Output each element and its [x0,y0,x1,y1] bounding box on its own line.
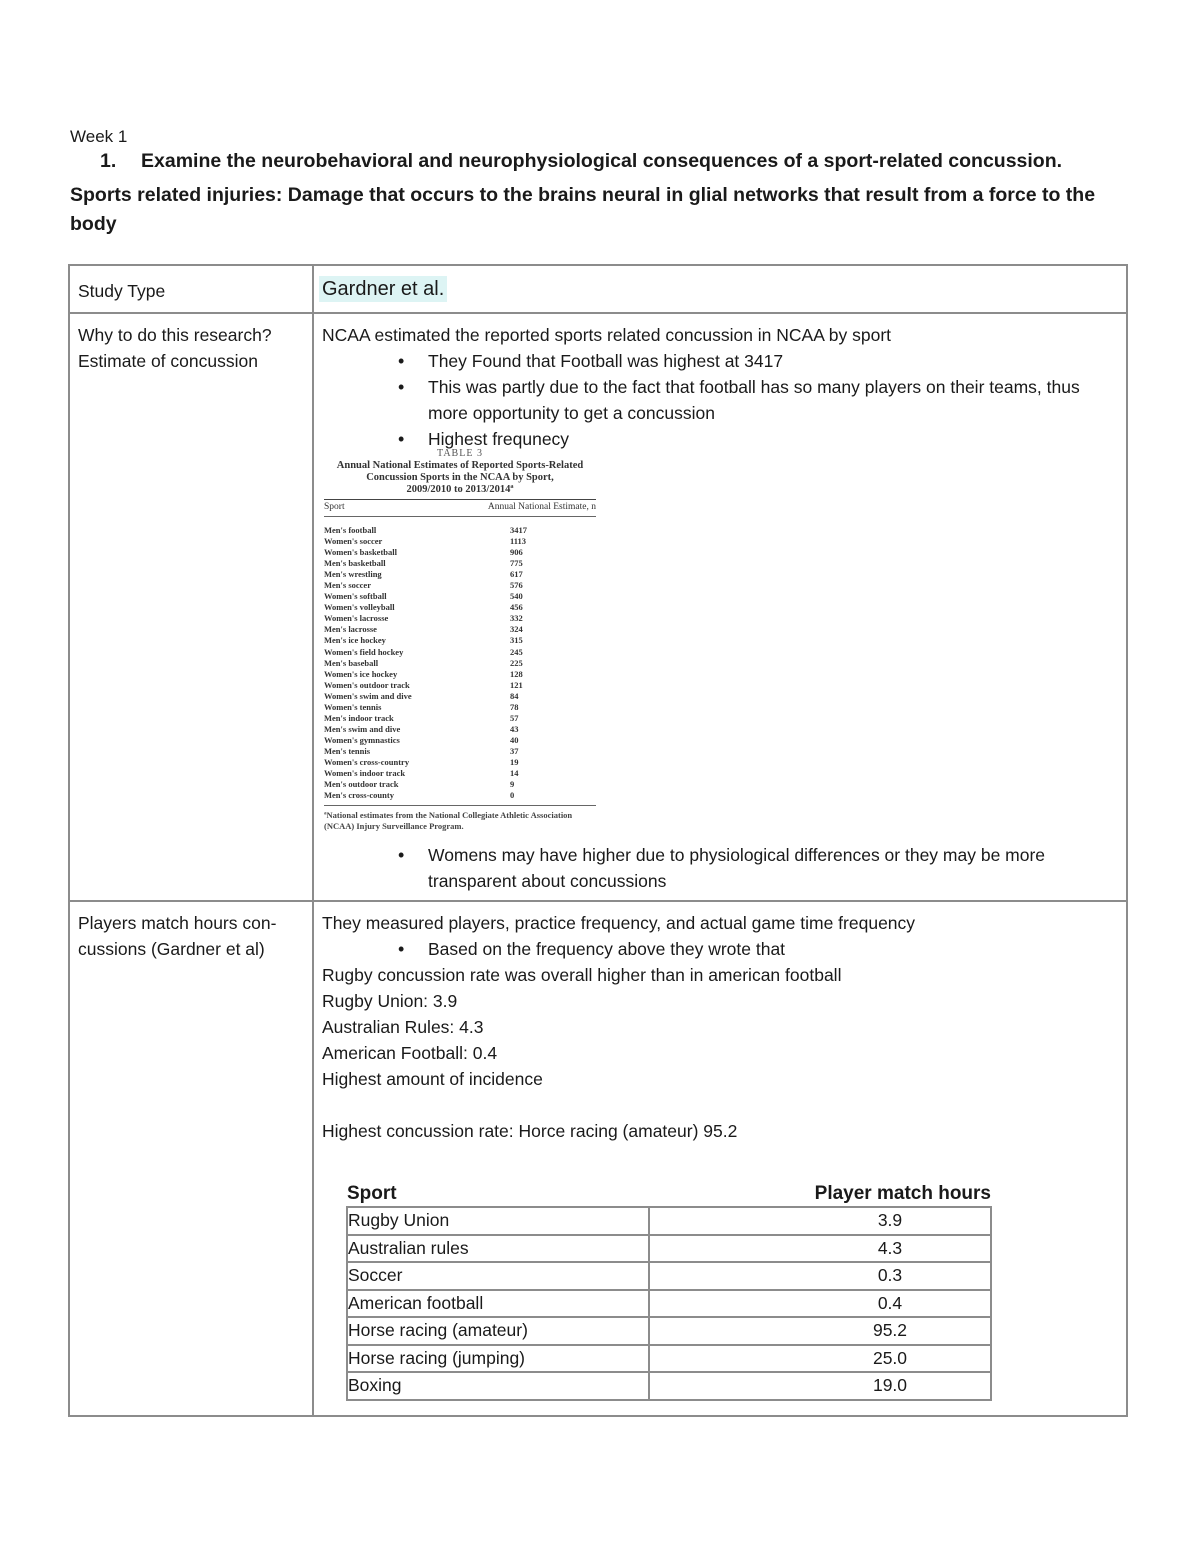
scan-sport-cell: Women's lacrosse [324,613,389,624]
match-hours-value: 19.0 [649,1372,991,1400]
table-row [347,1235,991,1263]
rate-line: Highest amount of incidence [322,1069,543,1090]
scan-sport-cell: Men's football [324,525,377,535]
match-hours-value: 25.0 [649,1345,991,1373]
table-row [324,724,596,735]
scan-sport-cell: Men's wrestling [324,569,382,580]
ncaa-scanned-table [324,448,596,832]
study-type-label: Study Type [69,265,313,313]
notes-table [68,264,1128,1417]
table-row [324,680,596,691]
table-row [324,669,596,680]
scan-sport-cell: Women's swim and dive [324,690,412,701]
scan-sport-cell: Men's tennis [324,745,371,756]
scan-value-cell: 3417 [510,525,527,535]
table-row [324,580,596,591]
table-row [324,602,596,613]
match-hours-sport: Boxing [347,1372,649,1400]
scan-value-cell: 14 [510,768,519,779]
table-row [324,746,596,757]
question-text: Examine the neurobehavioral and neurophysiological consequences of a sport-related concussion. [141,150,1063,172]
scan-col-sport: Sport [324,502,345,512]
scan-sport-cell: Women's indoor track [324,768,406,779]
scan-value-cell: 40 [510,734,519,745]
table-row [324,691,596,702]
match-hours-body [347,1207,991,1400]
table-row [324,613,596,624]
rate-line: Rugby concussion rate was overall higher than in american football [322,965,842,986]
scan-sport-cell: Men's baseball [324,657,379,668]
match-hours-value: 3.9 [649,1207,991,1235]
scan-value-cell: 617 [510,569,523,580]
scan-value-cell: 128 [510,668,523,679]
scan-sport-cell: Women's soccer [324,536,383,547]
table-row [324,547,596,558]
match-hours-value: 0.3 [649,1262,991,1290]
table-row [324,525,596,536]
table-row [324,591,596,602]
list-item: • This was partly due to the fact that football has so many players on their teams, thus more opportunity to get a concussion [428,374,1118,426]
scan-value-cell: 225 [510,657,523,668]
scan-sport-cell: Women's basketball [324,547,397,558]
match-hours-sport: Soccer [347,1262,649,1290]
rate-line: Rugby Union: 3.9 [322,991,458,1012]
scan-sport-cell: Women's field hockey [324,646,404,657]
match-hours-value: 4.3 [649,1235,991,1263]
match-hours-sport: American football [347,1290,649,1318]
table-row [69,265,1127,313]
scan-rule [324,805,596,806]
table-row [324,635,596,646]
research-reason-label [69,313,313,901]
week-label: Week 1 [70,127,128,146]
match-hours-col-hours: Player match hours [649,1182,991,1207]
study-type-value: Gardner et al. [319,276,447,302]
scan-rule [324,516,596,517]
scan-rows [324,525,596,801]
scan-col-estimate: Annual National Estimate, n [487,502,596,512]
match-hours-label: Players match hours con-cussions (Gardner et al) [69,901,313,1416]
scan-sport-cell: Men's indoor track [324,712,394,723]
table-row [347,1262,991,1290]
scan-sport-cell: Men's outdoor track [324,779,399,790]
scan-sport-cell: Women's tennis [324,701,382,712]
scan-sport-cell: Women's gymnastics [324,734,400,745]
scan-value-cell: 775 [510,558,523,569]
table-row [324,779,596,790]
scan-header [324,500,596,514]
scan-value-cell: 9 [510,779,515,790]
ncaa-bullet-list [322,348,1118,452]
scan-footnote: ªNational estimates from the National Collegiate Athletic Association (NCAA) Injury Surveillance Program. [324,810,573,832]
scan-sport-cell: Men's swim and dive [324,723,401,734]
table-row [324,624,596,635]
match-hours-sport: Rugby Union [347,1207,649,1235]
measured-intro: They measured players, practice frequency, and actual game time frequency [322,913,916,934]
list-item: • Based on the frequency above they wrote that [428,936,1118,962]
table-row [347,1290,991,1318]
table-row [69,901,1127,1416]
scan-sport-cell: Men's basketball [324,558,386,569]
scan-sport-cell: Men's lacrosse [324,624,377,635]
scan-value-cell: 0 [510,790,515,801]
question-number: 1. [100,150,117,172]
scan-value-cell: 78 [510,701,519,712]
table-row [324,558,596,569]
table-row [324,658,596,669]
table-row [69,313,1127,901]
scan-value-cell: 121 [510,679,523,690]
table-row [324,647,596,658]
research-reason-line2: Estimate of concussion [78,351,258,371]
research-reason-line1: Why to do this research? [78,325,272,345]
women-bullet-list [322,842,1118,894]
table-row [324,702,596,713]
scan-value-cell: 332 [510,613,523,624]
table-row [347,1372,991,1400]
scan-table-label: TABLE 3 [437,448,483,459]
scan-title-line: Annual National Estimates of Reported Sports-Related [336,460,584,471]
ncaa-intro: NCAA estimated the reported sports related concussion in NCAA by sport [322,325,892,345]
scan-value-cell: 324 [510,624,523,635]
table-row [324,713,596,724]
match-hours-sport: Horse racing (amateur) [347,1317,649,1345]
scan-value-cell: 576 [510,580,523,591]
table-row [347,1207,991,1235]
scan-value-cell: 1113 [510,536,527,547]
scan-sport-cell: Women's softball [324,591,387,602]
match-hours-value: 0.4 [649,1290,991,1318]
scan-value-cell: 245 [510,646,523,657]
rate-line: American Football: 0.4 [322,1043,498,1064]
list-item: • Highest frequnecy [428,426,1118,452]
scan-value-cell: 84 [510,690,519,701]
scan-value-cell: 540 [510,591,523,602]
study-type-value-cell [313,265,1127,313]
match-hours-sport: Australian rules [347,1235,649,1263]
scan-value-cell: 456 [510,602,523,613]
scan-title-line: 2009/2010 to 2013/2014ª [406,484,514,495]
list-item: • They Found that Football was highest at 3417 [428,348,1118,374]
scan-sport-cell: Men's ice hockey [324,635,386,646]
match-hours-header [347,1182,991,1207]
scan-sport-cell: Women's volleyball [324,602,395,613]
scan-value-cell: 57 [510,712,519,723]
highest-rate-line: Highest concussion rate: Horce racing (amateur) 95.2 [322,1121,738,1142]
scan-sport-cell: Women's ice hockey [324,668,398,679]
scan-sport-cell: Men's soccer [324,580,371,591]
list-item: • Womens may have higher due to physiological differences or they may be more transparent about concussions [428,842,1118,894]
table-row [324,790,596,801]
table-row [324,536,596,547]
scan-value-cell: 37 [510,745,519,756]
scan-value-cell: 19 [510,756,519,767]
match-hours-sport: Horse racing (jumping) [347,1345,649,1373]
table-row [347,1317,991,1345]
match-hours-content [313,901,1127,1416]
question-heading [100,150,1062,173]
match-hours-col-sport: Sport [347,1182,649,1207]
table-row [324,569,596,580]
measured-bullet-list [322,936,1118,962]
match-hours-value: 95.2 [649,1317,991,1345]
scan-sport-cell: Women's cross-country [324,756,410,767]
scan-title-line: Concussion Sports in the NCAA by Sport, [366,472,554,483]
research-reason-content [313,313,1127,901]
scan-value-cell: 43 [510,723,519,734]
scan-value-cell: 906 [510,547,523,558]
scan-sport-cell: Women's outdoor track [324,679,410,690]
scan-value-cell: 315 [510,635,523,646]
match-hours-table [346,1182,992,1401]
table-row [324,735,596,746]
definition-text: Sports related injuries: Damage that occurs to the brains neural in glial networks that result from a force to the body [70,184,1096,235]
table-row [324,757,596,768]
table-row [324,768,596,779]
rate-line: Australian Rules: 4.3 [322,1017,484,1038]
table-row [347,1345,991,1373]
scan-sport-cell: Men's cross-county [324,790,394,801]
